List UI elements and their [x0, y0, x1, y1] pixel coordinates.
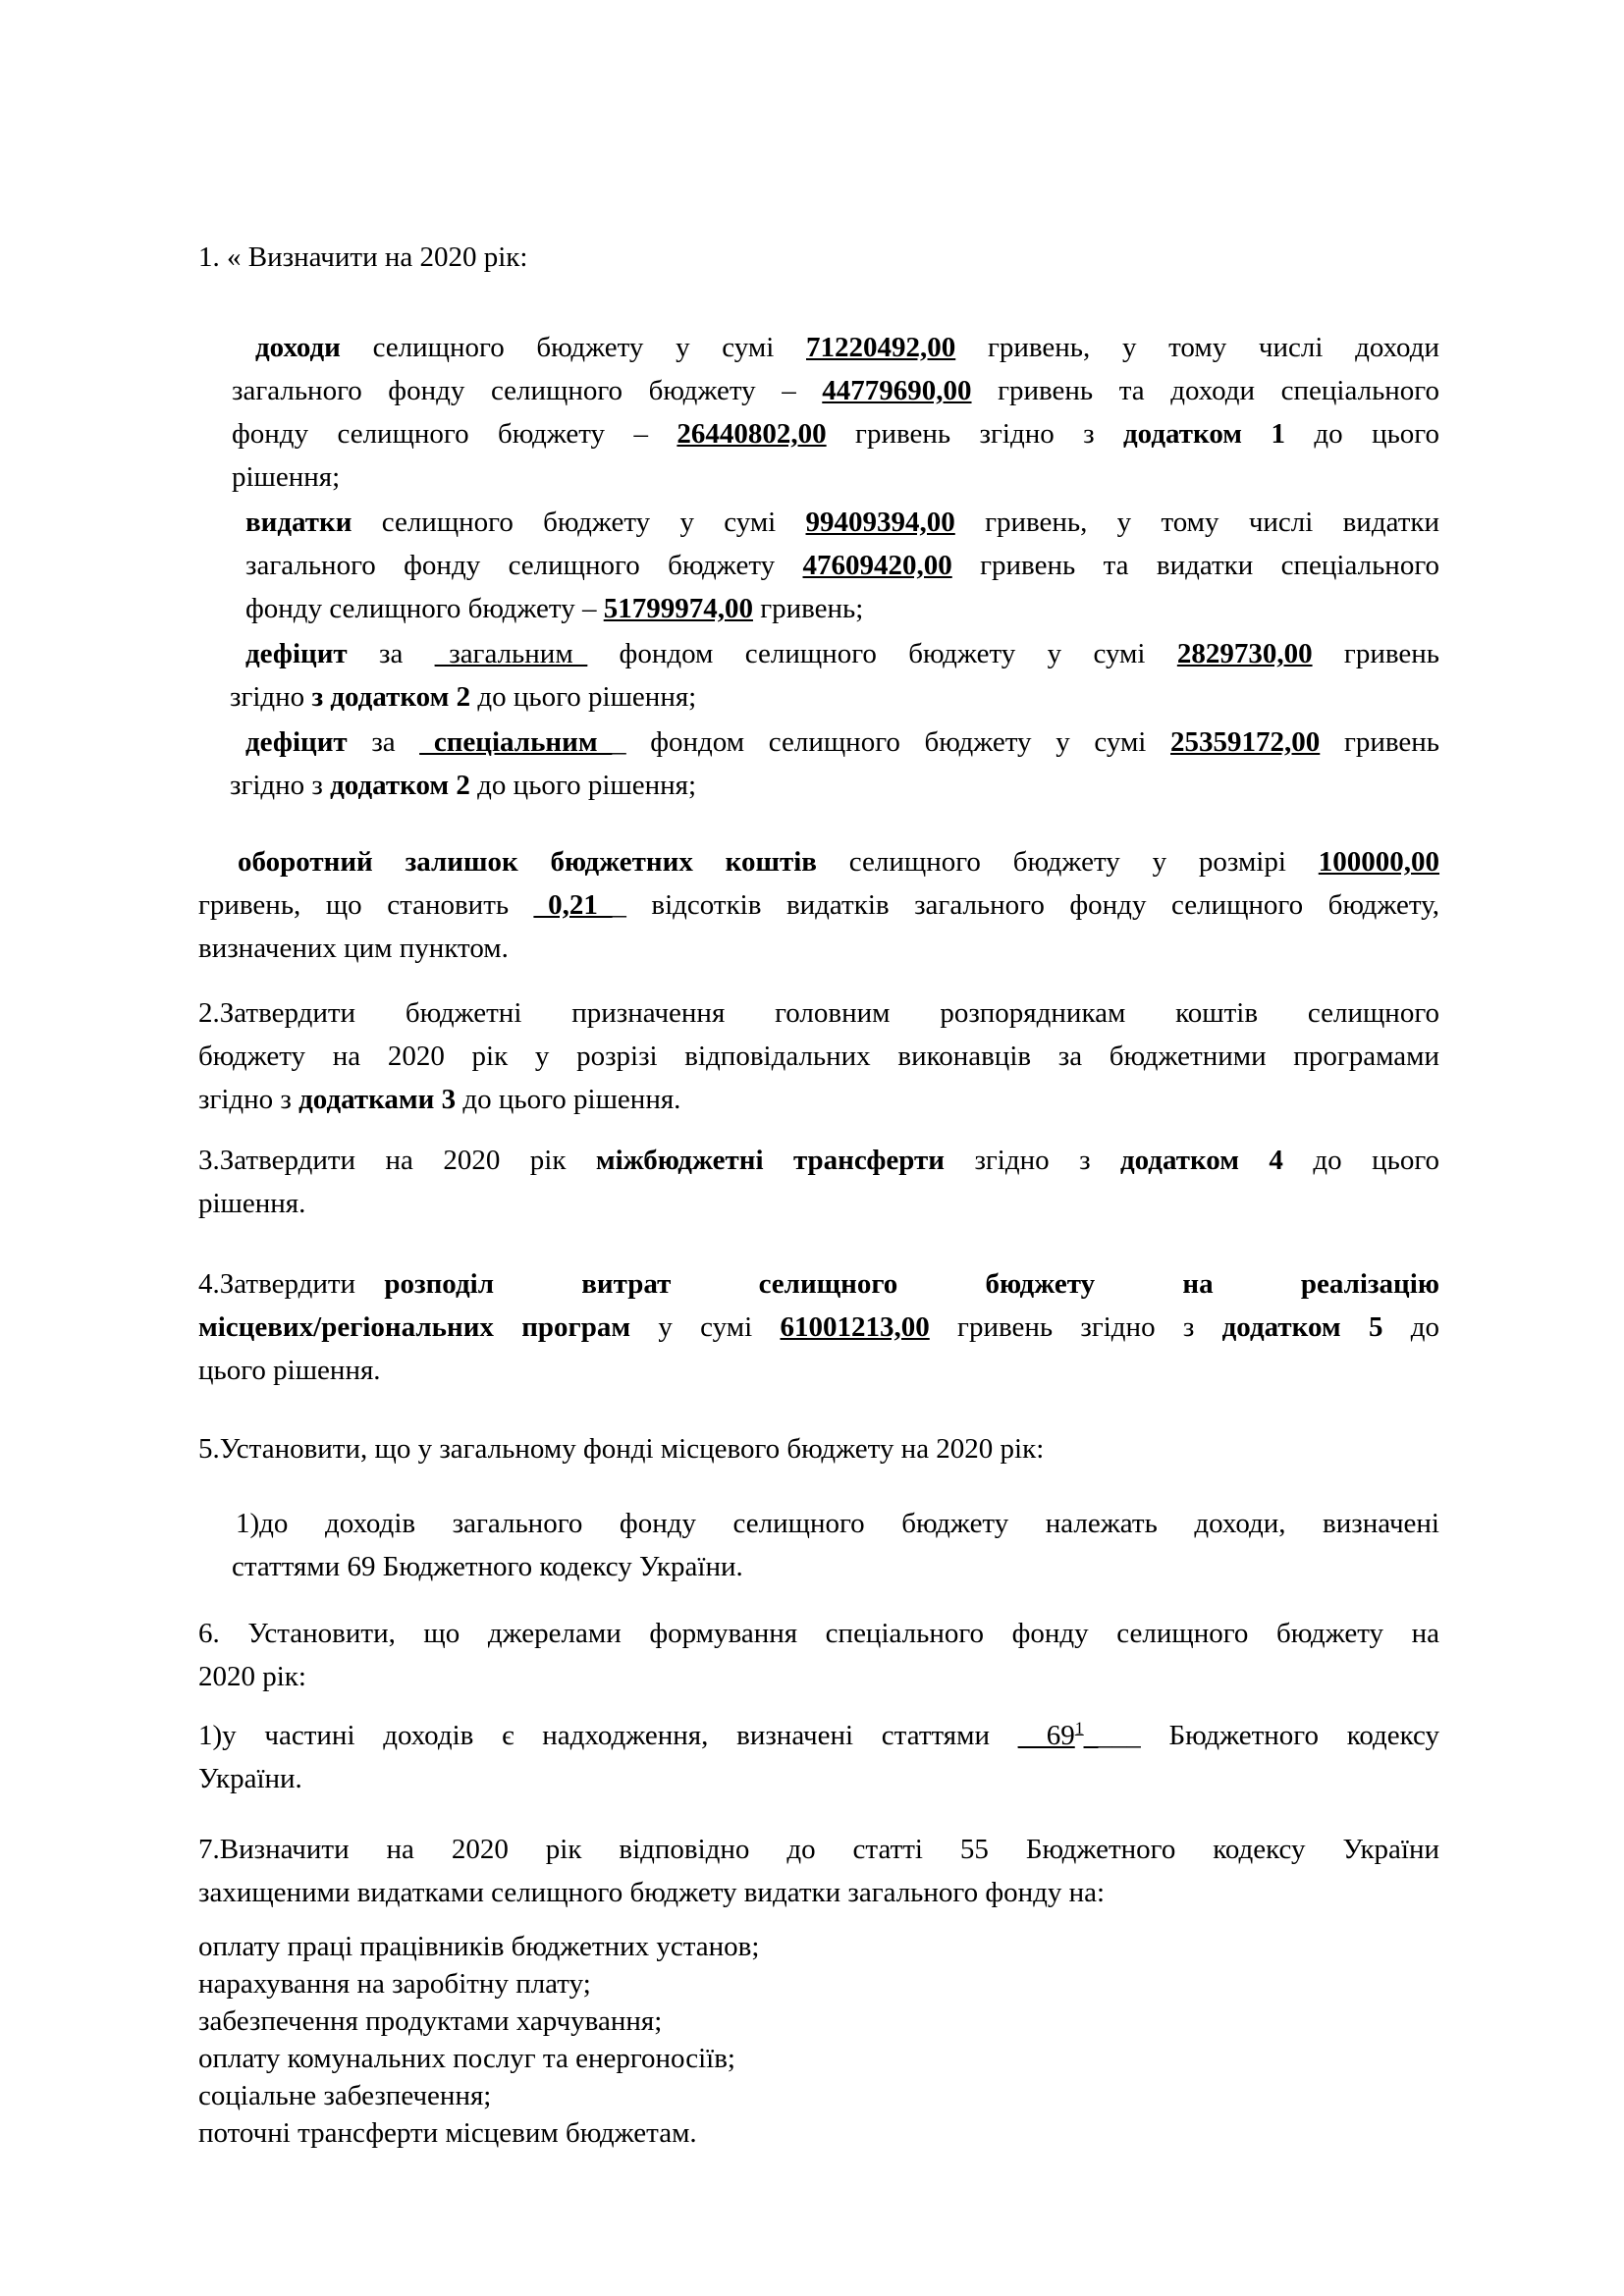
list-item: забезпечення продуктами харчування; — [198, 2005, 663, 2037]
reserve-paragraph — [198, 840, 1439, 970]
expenses-line-1: видатки селищного бюджету у сумі 99409394,00 гривень, у тому числі видатки — [245, 507, 1439, 538]
point-5-sub-1-line-1: 1)до доходів загального фонду селищного бюджету належать доходи, визначені — [236, 1508, 1439, 1539]
income-line-2: загального фонду селищного бюджету – 44779690,00 гривень та доходи спеціального — [232, 375, 1439, 406]
point-2-line-1: 2.Затвердити бюджетні призначення головним розпорядникам коштів селищного — [198, 997, 1439, 1029]
list-item: соціальне забезпечення; — [198, 2080, 492, 2111]
point-2-line-2: бюджету на 2020 рік у розрізі відповідальних виконавців за бюджетними програмами — [198, 1041, 1439, 1072]
point-6-sub-1-line-1: 1)у частині доходів є надходження, визначені статтями $\_\_69^1\_\_\_\_$ Бюджетного кодексу — [198, 1718, 1439, 1751]
list-item: оплату комунальних послуг та енергоносіїв; — [198, 2043, 735, 2074]
deficit-special-line-1: дефіцит за _спеціальним__ фондом селищного бюджету у сумі 25359172,00 гривень — [245, 726, 1439, 758]
point-6-paragraph — [198, 1612, 1439, 1698]
point-6-line-2: 2020 рік: — [198, 1661, 306, 1692]
expenses-paragraph — [245, 501, 1439, 630]
point-6-sub-1 — [198, 1714, 1439, 1800]
point-5-heading: 5.Установити, що у загальному фонді місцевого бюджету на 2020 рік: — [198, 1433, 1045, 1465]
income-line-4: рішення; — [232, 461, 341, 493]
point-7-paragraph — [198, 1828, 1439, 1914]
point-2-paragraph — [198, 991, 1439, 1121]
deficit-special-line-2: згідно з додатком 2 до цього рішення; — [230, 770, 697, 801]
list-item: оплату праці працівників бюджетних установ; — [198, 1931, 760, 1962]
point-3-paragraph — [198, 1139, 1439, 1225]
expenses-line-3: фонду селищного бюджету – 51799974,00 гривень; — [245, 593, 864, 624]
point-3-line-1: 3.Затвердити на 2020 рік міжбюджетні трансферти згідно з додатком 4 до цього — [198, 1145, 1439, 1176]
reserve-line-3: визначених цим пунктом. — [198, 933, 509, 964]
income-line-3: фонду селищного бюджету – 26440802,00 гривень згідно з додатком 1 до цього — [232, 418, 1439, 450]
income-line-1: доходи селищного бюджету у сумі 71220492,00 гривень, у тому числі доходи — [255, 332, 1439, 363]
reserve-line-1: оборотний залишок бюджетних коштів селищного бюджету у розмірі 100000,00 — [238, 846, 1440, 878]
deficit-general-line-1: дефіцит за _загальним_ фондом селищного бюджету у сумі 2829730,00 гривень — [245, 638, 1439, 669]
expenses-line-2: загального фонду селищного бюджету 47609420,00 гривень та видатки спеціального — [245, 550, 1439, 581]
point-7-line-2: захищеними видатками селищного бюджету видатки загального фонду на: — [198, 1877, 1106, 1908]
deficit-general-paragraph — [230, 632, 1439, 719]
point-6-sub-1-line-2: України. — [198, 1763, 302, 1794]
list-item: нарахування на заробітну плату; — [198, 1968, 591, 2000]
point-5-sub-1-line-2: статтями 69 Бюджетного кодексу України. — [232, 1551, 743, 1582]
deficit-special-paragraph — [230, 721, 1439, 807]
income-paragraph — [232, 326, 1439, 499]
point-4-paragraph — [198, 1262, 1439, 1392]
point-2-line-3: згідно з додатками 3 до цього рішення. — [198, 1084, 681, 1115]
point-7-line-1: 7.Визначити на 2020 рік відповідно до статті 55 Бюджетного кодексу України — [198, 1834, 1439, 1865]
list-item: поточні трансферти місцевим бюджетам. — [198, 2117, 697, 2149]
point-4-line-3: цього рішення. — [198, 1355, 381, 1386]
reserve-line-2: гривень, що становить _0,21__ відсотків видатків загального фонду селищного бюджету, — [198, 889, 1439, 921]
point-4-line-2: місцевих/регіональних програм у сумі 61001213,00 гривень згідно з додатком 5 до — [198, 1311, 1440, 1343]
protected-expenses-list — [198, 1928, 1439, 2152]
deficit-general-line-2: згідно з додатком 2 до цього рішення; — [230, 681, 697, 713]
point-6-line-1: 6. Установити, що джерелами формування спеціального фонду селищного бюджету на — [198, 1618, 1439, 1649]
point-3-line-2: рішення. — [198, 1188, 306, 1219]
point-4-line-1: 4.Затвердити розподіл витрат селищного бюджету на реалізацію — [198, 1268, 1439, 1300]
section-1-heading: 1. « Визначити на 2020 рік: — [198, 241, 528, 273]
point-5-sub-1 — [232, 1502, 1439, 1588]
